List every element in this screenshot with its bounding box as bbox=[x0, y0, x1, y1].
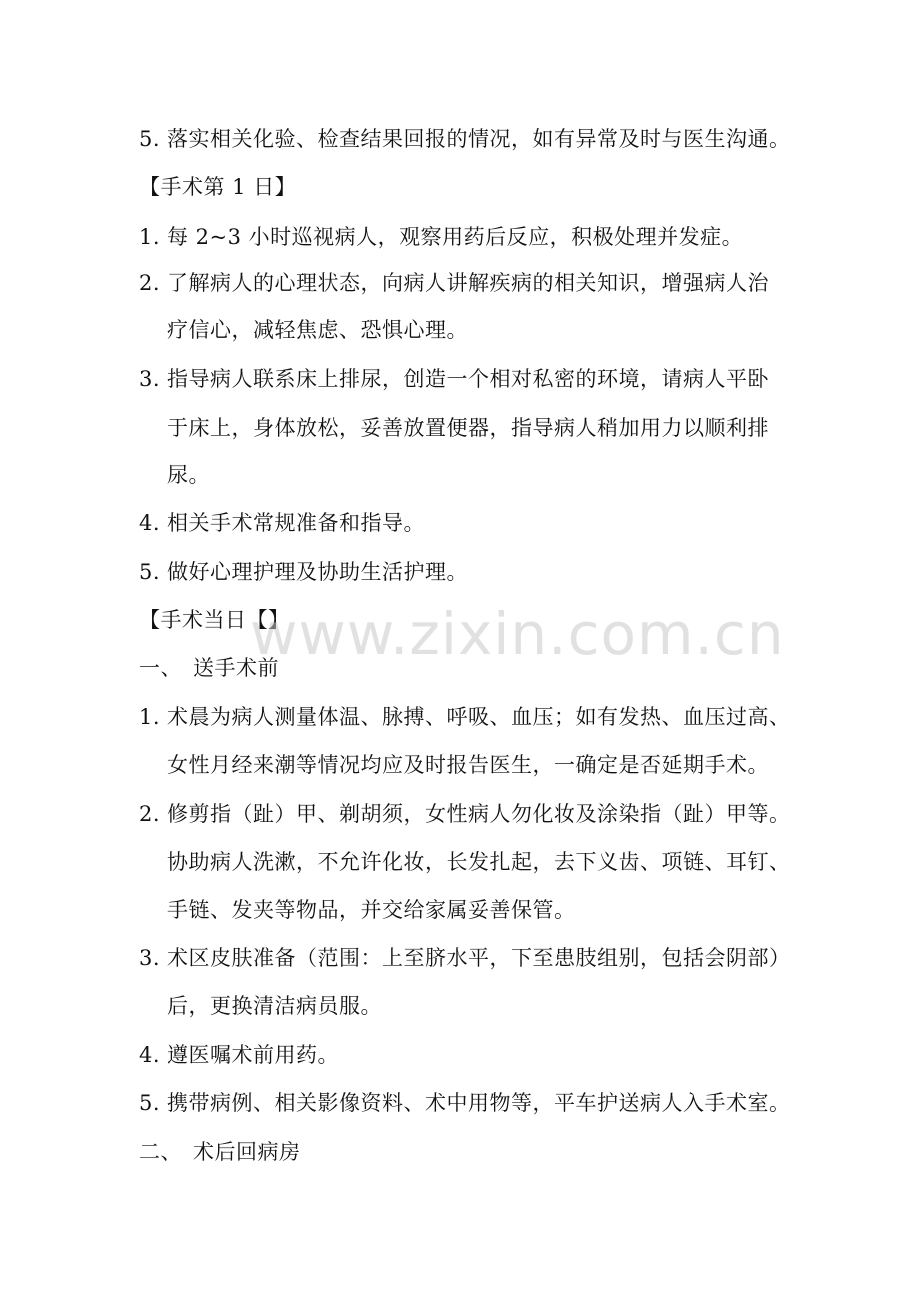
item-number: 2. bbox=[139, 271, 161, 295]
item-number: 3. bbox=[139, 367, 161, 391]
item-continuation: 于床上，身体放松，妥善放置便器，指导病人稍加用力以顺利排 bbox=[167, 416, 769, 440]
list-item bbox=[139, 1040, 339, 1070]
item-text: 术晨为病人测量体温、脉搏、呼吸、血压；如有发热、血压过高、 bbox=[167, 705, 791, 729]
item-number: 5. bbox=[139, 1091, 161, 1115]
item-number: 4. bbox=[139, 1043, 161, 1067]
item-continuation: 后，更换清洁病员服。 bbox=[167, 994, 382, 1018]
item-text: 了解病人的心理状态，向病人讲解疾病的相关知识，增强病人治 bbox=[167, 271, 769, 295]
list-item bbox=[139, 268, 769, 298]
list-item bbox=[139, 508, 425, 538]
list-item bbox=[139, 557, 468, 587]
item-text: 指导病人联系床上排尿，创造一个相对私密的环境，请病人平卧 bbox=[167, 367, 769, 391]
item-text: 落实相关化验、检查结果回报的情况，如有异常及时与医生沟通。 bbox=[167, 127, 791, 151]
list-item bbox=[139, 702, 791, 732]
item-text: 相关手术常规准备和指导。 bbox=[167, 511, 425, 535]
item-text: 遵医嘱术前用药。 bbox=[167, 1043, 339, 1067]
item-number: 5. bbox=[139, 560, 161, 584]
item-text: 做好心理护理及协助生活护理。 bbox=[167, 560, 468, 584]
item-number: 1. bbox=[139, 705, 161, 729]
list-item bbox=[139, 799, 791, 829]
item-number: 2. bbox=[139, 802, 161, 826]
subsection-heading: 一、 送手术前 bbox=[139, 656, 279, 680]
item-number: 3. bbox=[139, 946, 161, 970]
list-item bbox=[139, 364, 769, 394]
item-continuation: 疗信心，减轻焦虑、恐惧心理。 bbox=[167, 318, 468, 342]
subsection-heading: 二、 术后回病房 bbox=[139, 1140, 301, 1164]
item-number: 4. bbox=[139, 511, 161, 535]
list-item bbox=[139, 1088, 791, 1118]
watermark: www.zixin.com.cn bbox=[250, 600, 785, 668]
item-continuation: 尿。 bbox=[167, 463, 210, 487]
item-continuation: 女性月经来潮等情况均应及时报告医生，一确定是否延期手术。 bbox=[167, 753, 769, 777]
item-number: 1. bbox=[139, 225, 161, 249]
item-text: 修剪指（趾）甲、剃胡须，女性病人勿化妆及涂染指（趾）甲等。 bbox=[167, 802, 791, 826]
item-number: 5. bbox=[139, 127, 161, 151]
section-heading: 【手术第 1 日】 bbox=[139, 175, 297, 199]
list-item bbox=[139, 124, 791, 154]
section-heading: 【手术当日【】 bbox=[139, 608, 290, 632]
item-text: 术区皮肤准备（范围：上至脐水平，下至患肢组别，包括会阴部） bbox=[167, 946, 791, 970]
item-text: 每 2~3 小时巡视病人，观察用药后反应，积极处理并发症。 bbox=[167, 225, 744, 249]
item-continuation: 协助病人洗漱，不允许化妆，长发扎起，去下义齿、项链、耳钉、 bbox=[167, 850, 791, 874]
list-item bbox=[139, 943, 791, 973]
item-continuation: 手链、发夹等物品，并交给家属妥善保管。 bbox=[167, 898, 576, 922]
item-text: 携带病例、相关影像资料、术中用物等，平车护送病人入手术室。 bbox=[167, 1091, 791, 1115]
list-item bbox=[139, 222, 743, 252]
